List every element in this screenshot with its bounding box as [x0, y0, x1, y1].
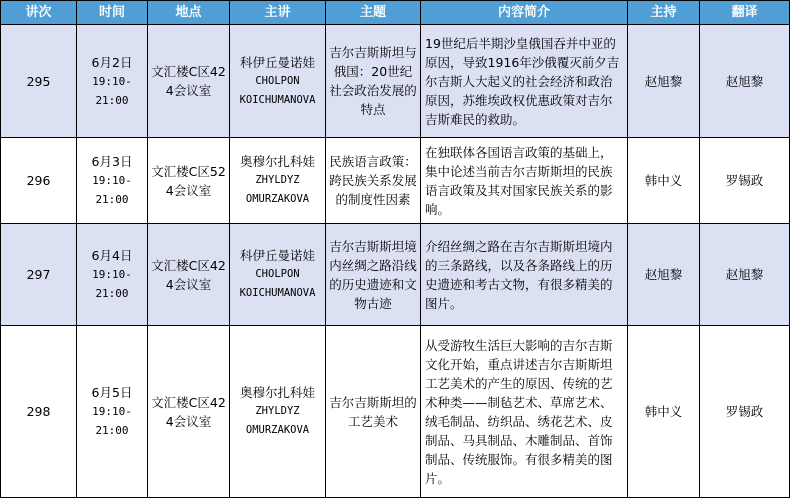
cell-host: 赵旭黎	[628, 25, 700, 138]
cell-speaker	[230, 326, 326, 498]
cell-host: 赵旭黎	[628, 224, 700, 326]
time-date: 6月4日	[91, 248, 133, 263]
cell-time	[77, 326, 148, 498]
cell-location: 文汇楼C区424会议室	[148, 25, 230, 138]
cell-time	[77, 138, 148, 224]
cell-location: 文汇楼C区424会议室	[148, 326, 230, 498]
cell-host: 韩中义	[628, 138, 700, 224]
speaker-chinese-name: 科伊丘曼诺娃	[239, 248, 315, 263]
cell-topic: 吉尔吉斯斯坦境内丝绸之路沿线的历史遗迹和文物古迹	[326, 224, 421, 326]
header-summary: 内容简介	[421, 1, 628, 25]
speaker-latin-last: OMURZAKOVA	[245, 193, 310, 205]
time-end: 21:00	[95, 424, 129, 437]
table-row	[1, 138, 790, 224]
cell-summary: 在独联体各国语言政策的基础上，集中论述当前吉尔吉斯斯坦的民族语言政策及其对国家民族关系的影响。	[421, 138, 628, 224]
header-topic: 主题	[326, 1, 421, 25]
cell-time	[77, 25, 148, 138]
speaker-latin-last: OMURZAKOVA	[245, 424, 310, 436]
time-date: 6月3日	[91, 154, 133, 169]
cell-location: 文汇楼C区524会议室	[148, 138, 230, 224]
cell-speaker	[230, 224, 326, 326]
cell-speaker	[230, 25, 326, 138]
header-translator: 翻译	[700, 1, 790, 25]
table-row	[1, 25, 790, 138]
time-date: 6月5日	[91, 385, 133, 400]
cell-session: 295	[1, 25, 77, 138]
table-row	[1, 224, 790, 326]
cell-translator: 赵旭黎	[700, 224, 790, 326]
cell-host: 韩中义	[628, 326, 700, 498]
speaker-latin-first: ZHYLDYZ	[255, 405, 300, 417]
cell-session: 297	[1, 224, 77, 326]
cell-speaker	[230, 138, 326, 224]
cell-summary: 从受游牧生活巨大影响的吉尔吉斯文化开始，重点讲述吉尔吉斯斯坦工艺美术的产生的原因、传统的艺术种类——制毡艺术、草席艺术、绒毛制品、纺织品、绣花艺术、皮制品、马具制品、木雕制品、首饰制品、传统服饰。有很多精美的图片。	[421, 326, 628, 498]
time-end: 21:00	[95, 93, 129, 107]
speaker-latin-first: CHOLPON	[255, 268, 300, 280]
header-session: 讲次	[1, 1, 77, 25]
header-location: 地点	[148, 1, 230, 25]
speaker-chinese-name: 奥穆尔扎科娃	[239, 385, 315, 400]
time-end: 21:00	[95, 193, 129, 206]
header-time: 时间	[77, 1, 148, 25]
speaker-chinese-name: 科伊丘曼诺娃	[239, 54, 315, 70]
speaker-latin-first: ZHYLDYZ	[255, 174, 300, 186]
cell-translator: 罗锡政	[700, 138, 790, 224]
time-start: 19:10-	[92, 268, 132, 281]
cell-session: 296	[1, 138, 77, 224]
cell-topic: 吉尔吉斯斯坦的工艺美术	[326, 326, 421, 498]
table-row	[1, 326, 790, 498]
cell-translator: 赵旭黎	[700, 25, 790, 138]
cell-summary: 介绍丝绸之路在吉尔吉斯斯坦境内的三条路线，以及各条路线上的历史遗迹和考古文物，有很多精美的图片。	[421, 224, 628, 326]
cell-topic: 民族语言政策：跨民族关系发展的制度性因素	[326, 138, 421, 224]
header-speaker: 主讲	[230, 1, 326, 25]
time-start: 19:10-	[92, 405, 132, 418]
cell-session: 298	[1, 326, 77, 498]
cell-translator: 罗锡政	[700, 326, 790, 498]
speaker-chinese-name: 奥穆尔扎科娃	[239, 154, 315, 169]
cell-time	[77, 224, 148, 326]
time-date: 6月2日	[91, 54, 133, 70]
header-row	[1, 1, 790, 25]
speaker-latin-first: CHOLPON	[255, 74, 300, 87]
header-host: 主持	[628, 1, 700, 25]
time-start: 19:10-	[92, 174, 132, 187]
speaker-latin-last: KOICHUMANOVA	[239, 93, 316, 106]
cell-summary: 19世纪后半期沙皇俄国吞并中亚的原因，导致1916年沙俄覆灭前夕吉尔吉斯人大起义的社会经济和政治原因，苏维埃政权优惠政策对吉尔吉斯难民的救助。	[421, 25, 628, 138]
speaker-latin-last: KOICHUMANOVA	[239, 287, 316, 299]
cell-location: 文汇楼C区424会议室	[148, 224, 230, 326]
time-end: 21:00	[95, 287, 129, 300]
cell-topic: 吉尔吉斯斯坦与俄国：20世纪社会政治发展的特点	[326, 25, 421, 138]
time-start: 19:10-	[92, 74, 132, 88]
